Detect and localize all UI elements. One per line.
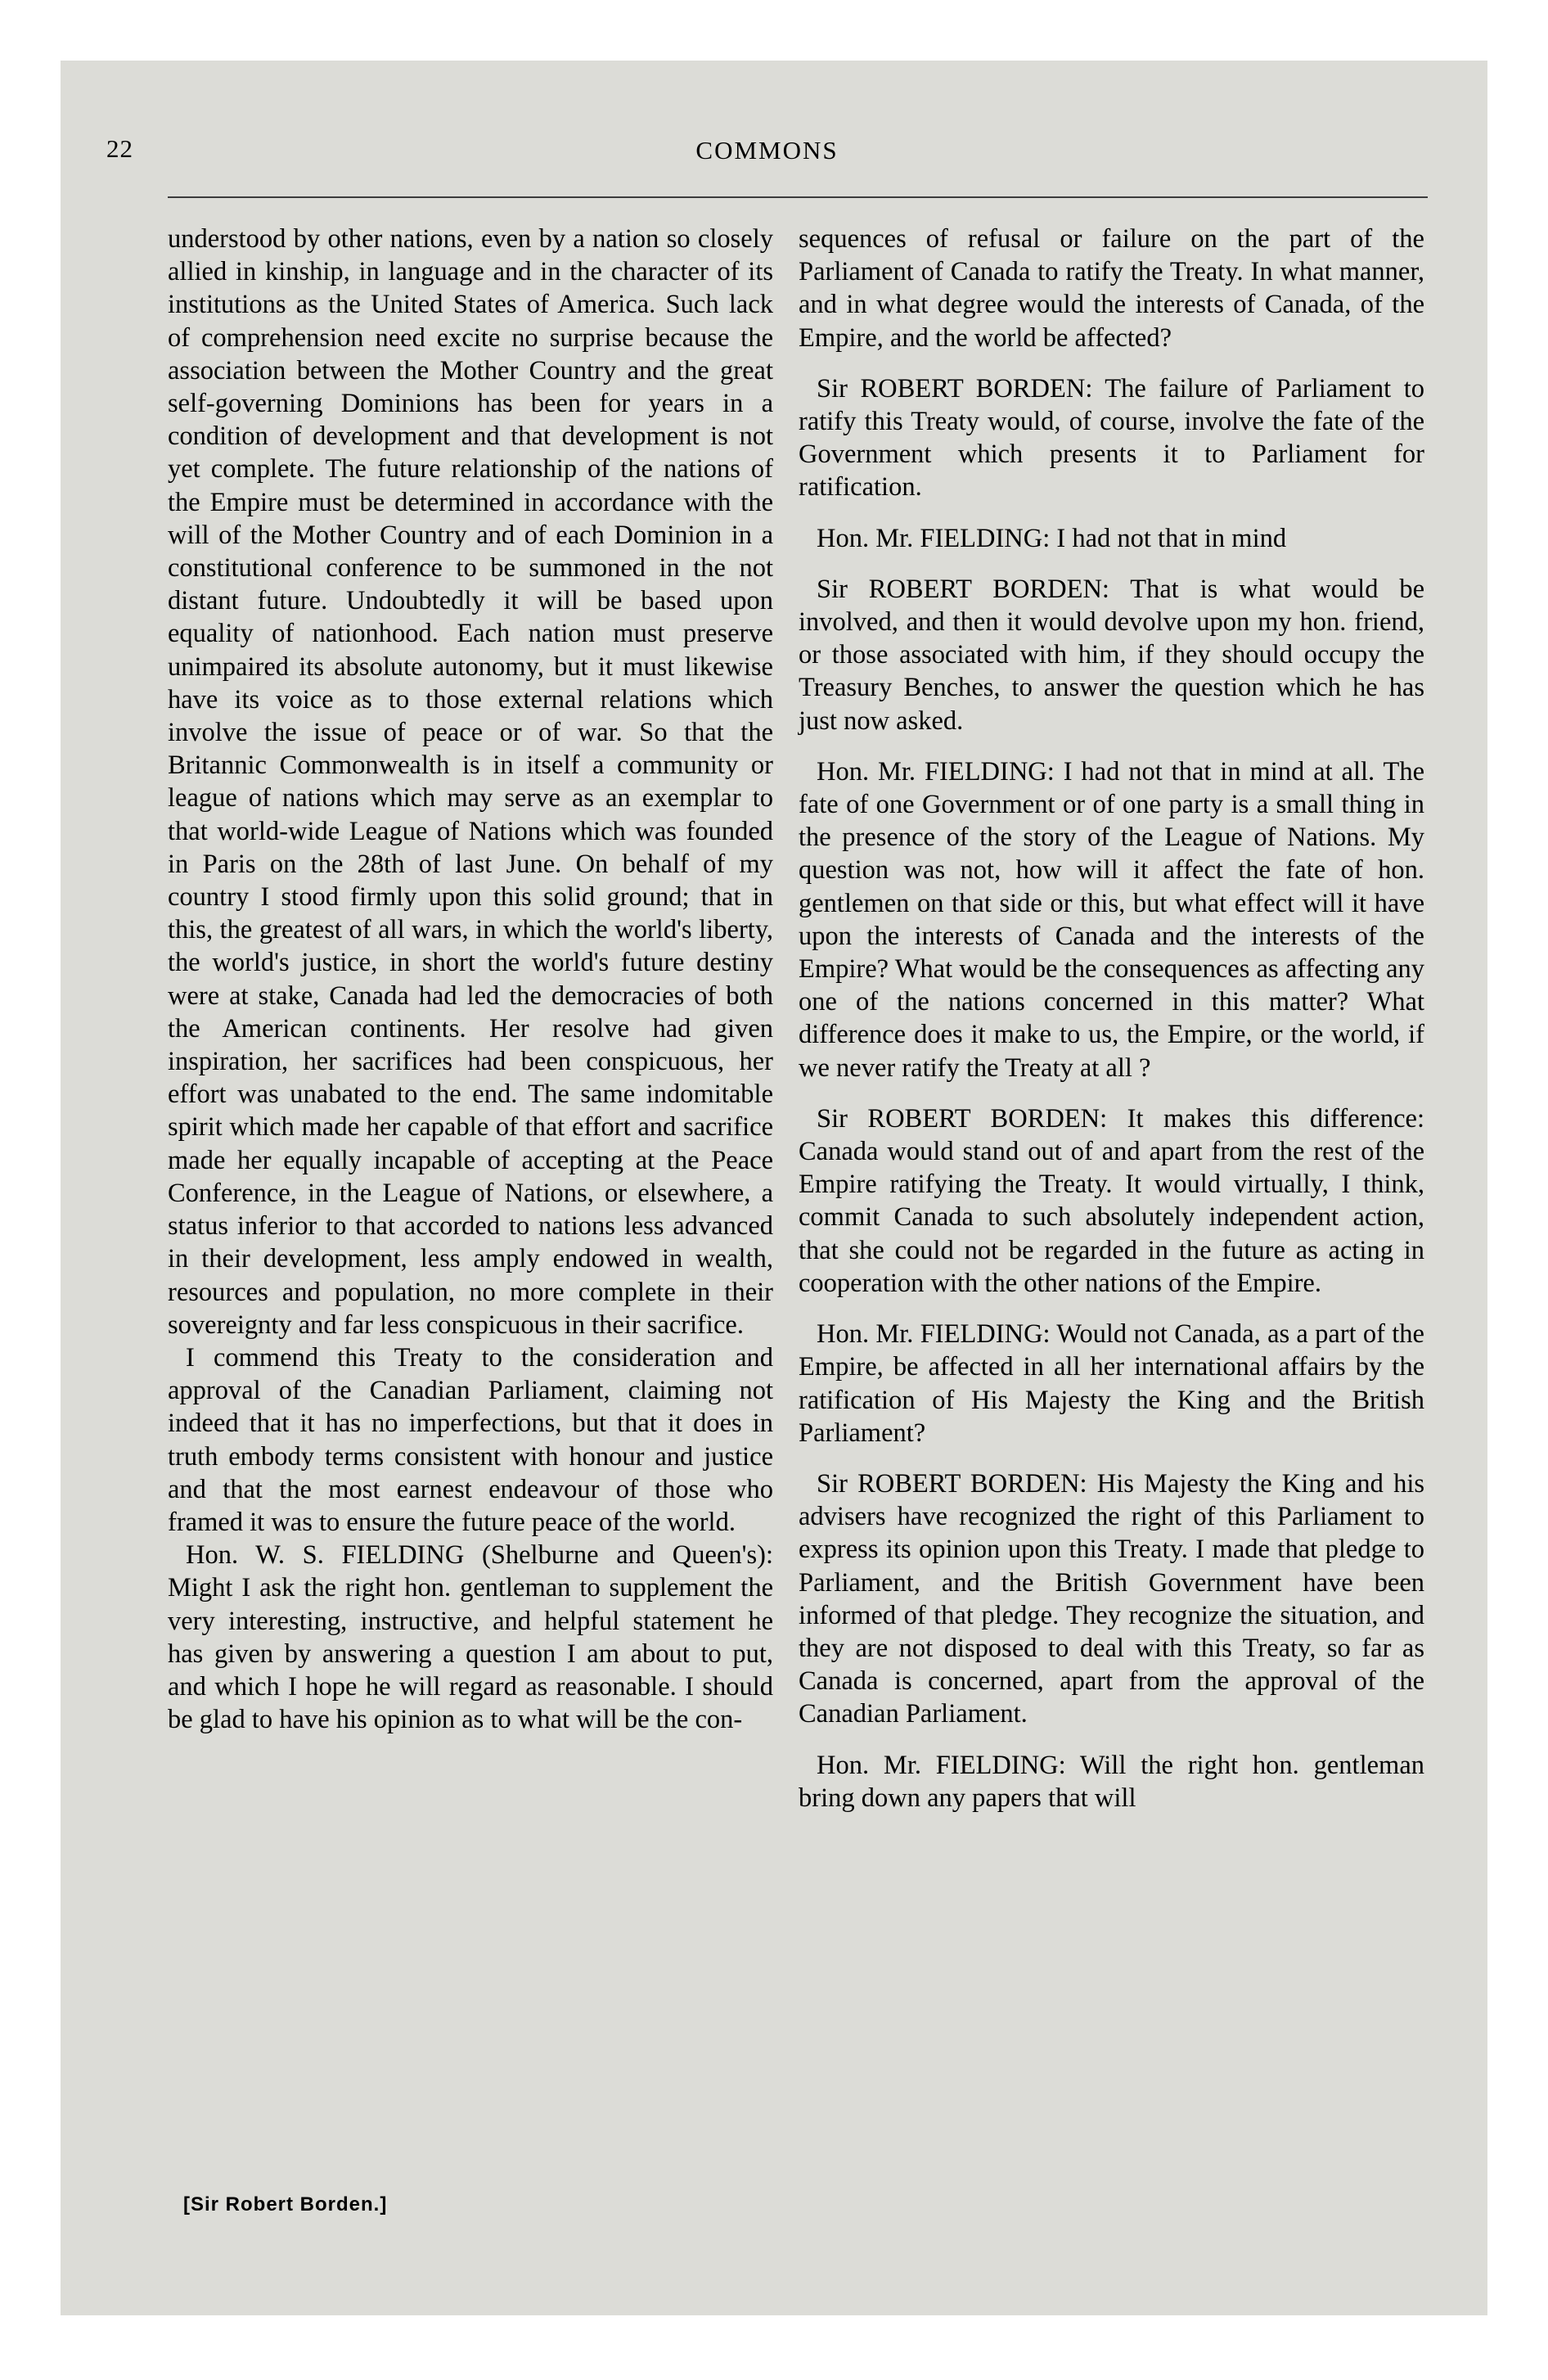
- paragraph: I commend this Treaty to the consideration and approval of the Canadian Parliament, claiming not indeed that it has no imperfections, but that it does in truth embody terms consistent with honour and justice and that the most earnest endeavour of those who framed it was to ensure the future peace of the world.: [168, 1342, 773, 1537]
- paragraph: Hon. Mr. FIELDING: I had not that in mind at all. The fate of one Government or of one party is a small thing in the presence of the story of the League of Nations. My question was not, how will it affect the fate of hon. gentlemen on that side or this, but what effect will it have upon the interests of Canada and the interests of the Empire? What would be the consequences as affecting any one of the nations concerned in this matter? What difference does it make to us, the Empire, or the world, if we never ratify the Treaty at all ?: [799, 756, 1424, 1083]
- paragraph: Hon. W. S. FIELDING (Shelburne and Queen's): Might I ask the right hon. gentleman to supplement the very interesting, instructive, and helpful statement he has given by answering a question I am about to put, and which I hope he will regard as reasonable. I should be glad to have his opinion as to what will be the con-: [168, 1540, 773, 1735]
- paragraph: Sir ROBERT BORDEN: The failure of Parliament to ratify this Treaty would, of course, involve the fate of the Government which presents it to Parliament for ratification.: [799, 373, 1424, 503]
- paragraph: sequences of refusal or failure on the part of the Parliament of Canada to ratify the Treaty. In what manner, and in what degree would the interests of Canada, of the Empire, and the world be affected?: [799, 224, 1424, 353]
- paragraph: Hon. Mr. FIELDING: Would not Canada, as a part of the Empire, be affected in all her international affairs by the ratification of His Majesty the King and the British Parliament?: [799, 1319, 1424, 1448]
- left-column: [168, 223, 773, 1736]
- paragraph: understood by other nations, even by a nation so closely allied in kinship, in language and in the character of its institutions as the United States of America. Such lack of comprehension need excite no surprise because the association between the Mother Country and the great self-governing Dominions has been for years in a condition of development and that development is not yet complete. The future relationship of the nations of the Empire must be determined in accordance with the will of the Mother Country and of each Dominion in a constitutional conference to be summoned in the not distant future. Undoubtedly it will be based upon equality of nationhood. Each nation must preserve unimpaired its absolute autonomy, but it must likewise have its voice as to those external relations which involve the issue of peace or of war. So that the Britannic Commonwealth is in itself a community or league of nations which may serve as an exemplar to that world-wide League of Nations which was founded in Paris on the 28th of last June. On behalf of my country I stood firmly upon this solid ground; that in this, the greatest of all wars, in which the world's liberty, the world's justice, in short the world's future destiny were at stake, Canada had led the democracies of both the American continents. Her resolve had given inspiration, her sacrifices had been conspicuous, her effort was unabated to the end. The same indomitable spirit which made her capable of that effort and sacrifice made her equally incapable of accepting at the Peace Conference, in the League of Nations, or elsewhere, a status inferior to that accorded to nations less advanced in their development, less amply endowed in wealth, resources and population, no more complete in their sovereignty and far less conspicuous in their sacrifice.: [168, 224, 773, 1340]
- paragraph: Sir ROBERT BORDEN: It makes this difference: Canada would stand out of and apart from the rest of the Empire ratifying the Treaty. It would virtually, I think, commit Canada to such absolutely independent action, that she could not be regarded in the future as acting in cooperation with the other nations of the Empire.: [799, 1103, 1424, 1298]
- page-header: [106, 75, 1428, 165]
- speaker-footnote: [Sir Robert Borden.]: [183, 2193, 388, 2215]
- paragraph: Hon. Mr. FIELDING: Will the right hon. gentleman bring down any papers that will: [799, 1750, 1424, 1813]
- paragraph: Sir ROBERT BORDEN: His Majesty the King and his advisers have recognized the right of this Parliament to express its opinion upon this Treaty. I made that pledge to Parliament, and the British Government have been informed of that pledge. They recognize the situation, and they are not disposed to deal with this Treaty, so far as Canada is concerned, apart from the approval of the Canadian Parliament.: [799, 1468, 1424, 1729]
- paragraph: Sir ROBERT BORDEN: That is what would be involved, and then it would devolve upon my hon. friend, or those associated with him, if they should occupy the Treasury Benches, to answer the question which he has just now asked.: [799, 574, 1424, 736]
- page-title: COMMONS: [695, 136, 839, 165]
- page-number: 22: [106, 134, 133, 163]
- right-column: [799, 223, 1424, 1814]
- header-rule: [168, 196, 1428, 198]
- paragraph: Hon. Mr. FIELDING: I had not that in mind: [817, 523, 1287, 553]
